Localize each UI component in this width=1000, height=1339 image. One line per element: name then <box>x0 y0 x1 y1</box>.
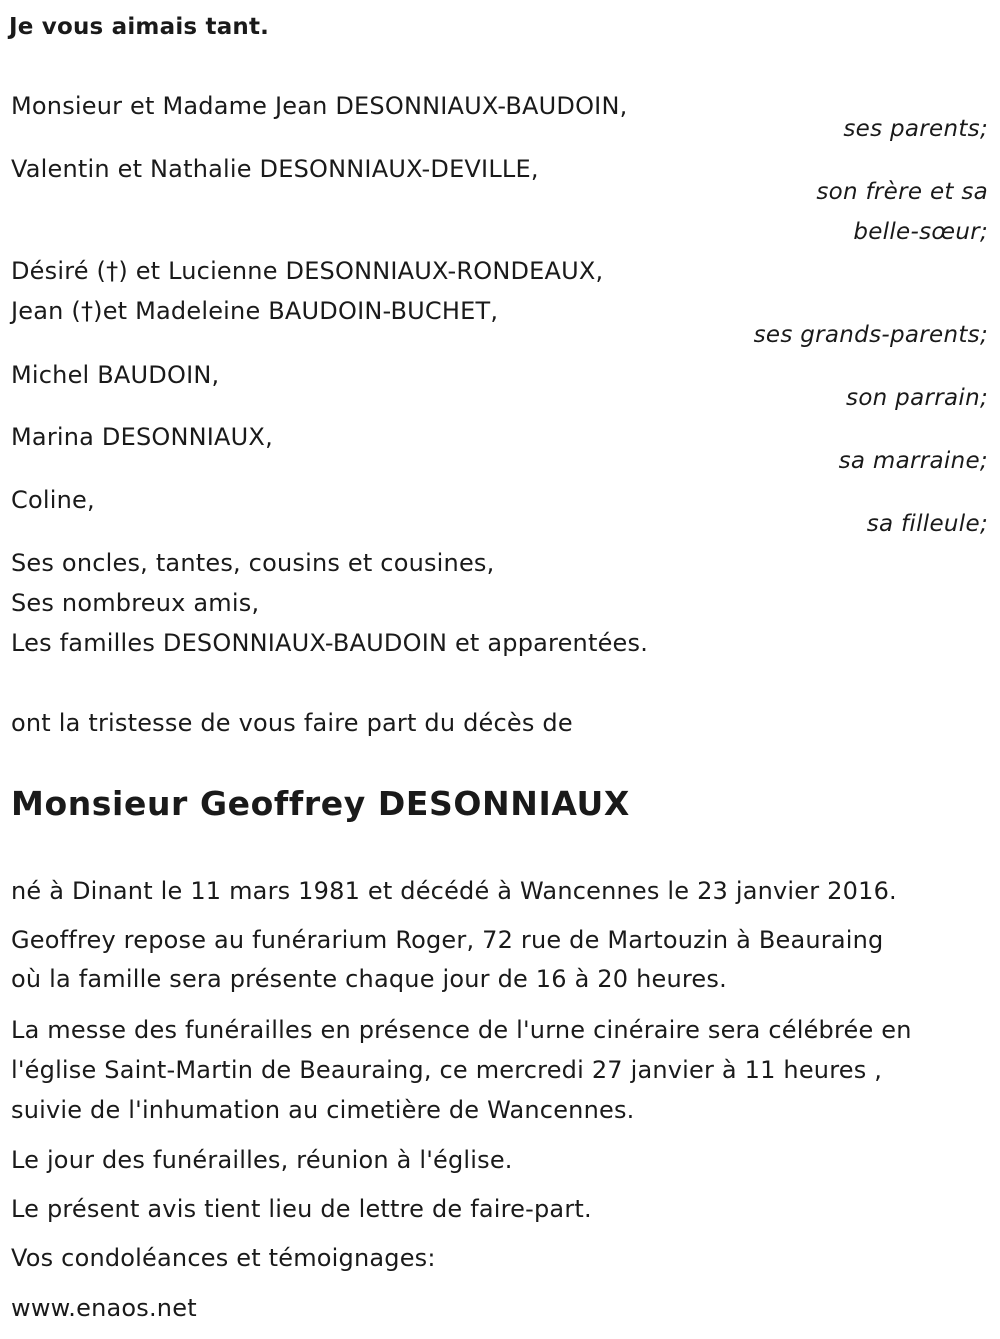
godfather-role: son parrain; <box>846 385 988 411</box>
sibling-role-line2: belle-sœur; <box>853 219 988 245</box>
birth-death: né à Dinant le 11 mars 1981 et décédé à Wancennes le 23 janvier 2016. <box>11 877 897 905</box>
parents-role: ses parents; <box>843 116 988 142</box>
epigraph: Je vous aimais tant. <box>9 14 270 40</box>
deceased-name: Monsieur Geoffrey DESONNIAUX <box>11 784 630 823</box>
sibling-names: Valentin et Nathalie DESONNIAUX-DEVILLE, <box>11 155 539 183</box>
notice: Le présent avis tient lieu de lettre de faire-part. <box>11 1195 592 1223</box>
rest-line2: où la famille sera présente chaque jour de 16 à 20 heures. <box>11 965 727 993</box>
mass-line3: suivie de l'inhumation au cimetière de Wancennes. <box>11 1096 635 1124</box>
goddaughter-role: sa filleule; <box>866 511 988 537</box>
others-line3: Les familles DESONNIAUX-BAUDOIN et apparentées. <box>11 629 649 657</box>
rest-line1: Geoffrey repose au funérarium Roger, 72 rue de Martouzin à Beauraing <box>11 926 884 954</box>
condolences: Vos condoléances et témoignages: <box>11 1244 436 1272</box>
website-link[interactable]: www.enaos.net <box>11 1294 197 1322</box>
grandparents-role: ses grands-parents; <box>753 322 988 348</box>
meeting: Le jour des funérailles, réunion à l'église. <box>11 1146 513 1174</box>
godmother-name: Marina DESONNIAUX, <box>11 423 273 451</box>
others-line1: Ses oncles, tantes, cousins et cousines, <box>11 549 495 577</box>
mass-line1: La messe des funérailles en présence de l'urne cinéraire sera célébrée en <box>11 1016 912 1044</box>
mass-line2: l'église Saint-Martin de Beauraing, ce mercredi 27 janvier à 11 heures , <box>11 1056 883 1084</box>
grandparents-line2: Jean (†)et Madeleine BAUDOIN-BUCHET, <box>11 297 499 325</box>
godmother-role: sa marraine; <box>838 448 988 474</box>
parents-names: Monsieur et Madame Jean DESONNIAUX-BAUDOIN, <box>11 92 628 120</box>
announcement: ont la tristesse de vous faire part du décès de <box>11 709 573 737</box>
others-line2: Ses nombreux amis, <box>11 589 260 617</box>
goddaughter-name: Coline, <box>11 486 95 514</box>
godfather-name: Michel BAUDOIN, <box>11 361 220 389</box>
grandparents-line1: Désiré (†) et Lucienne DESONNIAUX-RONDEAUX, <box>11 257 604 285</box>
sibling-role-line1: son frère et sa <box>816 179 988 205</box>
